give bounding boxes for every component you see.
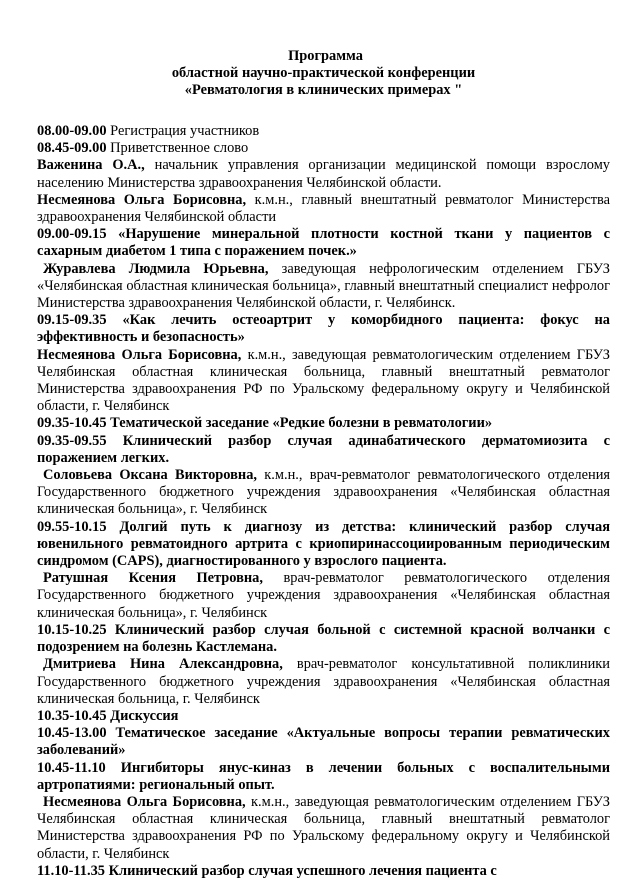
agenda-item bbox=[37, 622, 610, 656]
conference-subtitle: областной научно-практической конференции bbox=[171, 65, 476, 81]
time-slot: 09.55-10.15 bbox=[37, 518, 107, 535]
speaker-entry bbox=[37, 570, 610, 622]
agenda-item bbox=[37, 708, 610, 725]
program-title-block bbox=[37, 48, 610, 99]
time-slot: 10.45-13.00 bbox=[37, 725, 107, 742]
agenda-item bbox=[37, 123, 610, 140]
agenda-item bbox=[37, 312, 610, 346]
session-title: Тематическое заседание «Актуальные вопросы терапии ревматических заболеваний» bbox=[37, 725, 610, 759]
time-slot: 08.00-09.00 bbox=[37, 123, 107, 139]
time-slot: 09.35-10.45 bbox=[37, 415, 107, 432]
speaker-name: Дмитриева Нина Александровна, bbox=[43, 656, 283, 673]
time-slot: 11.10-11.35 bbox=[37, 862, 105, 879]
time-slot: 09.35-09.55 bbox=[37, 432, 107, 449]
talk-title: Ингибиторы янус-киназ в лечении больных с воспалительными артропатиями: региональный опыт. bbox=[37, 759, 610, 793]
speaker-name: Несмеянова Ольга Борисовна, bbox=[37, 191, 247, 208]
talk-title: Долгий путь к диагнозу из детства: клинический разбор случая ювенильного ревматоидного артрита с криопиринассоциированным периодическим синдромом (CAPS), диагностированного у взрослого пациента. bbox=[37, 518, 610, 570]
talk-title: «Как лечить остеоартрит у коморбидного пациента: фокус на эффективность и безопасность» bbox=[37, 312, 610, 346]
talk-title: Клинический разбор случая больной с системной красной волчанки с подозрением на болезнь Кастлемана. bbox=[37, 621, 610, 656]
agenda bbox=[37, 123, 610, 880]
speaker-entry bbox=[37, 794, 610, 863]
agenda-item bbox=[37, 140, 610, 157]
speaker-affiliation: к.м.н., главный внештатный ревматолог Министерства здравоохранения Челябинской области bbox=[37, 191, 611, 226]
agenda-item bbox=[37, 863, 610, 880]
time-slot: 10.45-11.10 bbox=[37, 759, 106, 776]
time-slot: 10.35-10.45 bbox=[37, 707, 107, 724]
time-slot: 10.15-10.25 bbox=[37, 621, 107, 638]
speaker-name: Соловьева Оксана Викторовна, bbox=[43, 467, 257, 484]
program-title: Программа bbox=[288, 48, 363, 64]
time-slot: 08.45-09.00 bbox=[37, 140, 107, 157]
agenda-item bbox=[37, 226, 610, 260]
speaker-name: Несмеянова Ольга Борисовна, bbox=[37, 346, 242, 363]
talk-title: Дискуссия bbox=[110, 707, 179, 724]
speaker-affiliation: врач-ревматолог консультативной поликлиники Государственного бюджетного учреждения здравоохранения «Челябинская областная клиническая больница, г. Челябинск bbox=[37, 656, 610, 707]
speaker-affiliation: врач-ревматолог ревматологического отделения Государственного бюджетного учреждения здравоохранения «Челябинская областная клиническая больница», г. Челябинск bbox=[37, 570, 610, 621]
speaker-entry bbox=[37, 656, 610, 708]
agenda-item bbox=[37, 519, 610, 571]
speaker-entry bbox=[37, 347, 610, 416]
talk-title: Клинический разбор случая успешного лечения пациента с bbox=[108, 862, 497, 879]
speaker-name: Несмеянова Ольга Борисовна, bbox=[43, 793, 246, 810]
speaker-entry bbox=[37, 261, 610, 313]
time-slot: 09.00-09.15 bbox=[37, 226, 107, 243]
speaker-entry bbox=[37, 192, 610, 226]
talk-title: «Нарушение минеральной плотности костной ткани у пациентов с сахарным диабетом 1 типа с поражением почек.» bbox=[37, 226, 610, 260]
speaker-affiliation: заведующая нефрологическим отделением ГБУЗ «Челябинская областная клиническая больница», главный внештатный специалист нефролог Министерства здравоохранения Челябинской области, г. Челябинск. bbox=[37, 260, 610, 312]
speaker-affiliation: начальник управления организации медицинской помощи взрослому населению Министерства здравоохранения Челябинской области. bbox=[37, 157, 610, 191]
agenda-item bbox=[37, 725, 610, 759]
speaker-name: Важенина О.А., bbox=[37, 157, 145, 174]
speaker-entry bbox=[37, 157, 610, 191]
agenda-item bbox=[37, 415, 610, 432]
speaker-affiliation: к.м.н., врач-ревматолог ревматологического отделения Государственного бюджетного учреждения здравоохранения «Челябинская областная клиническая больница», г. Челябинск bbox=[37, 467, 611, 518]
speaker-name: Ратушная Ксения Петровна, bbox=[43, 570, 263, 587]
speaker-entry bbox=[37, 467, 610, 519]
talk-title: Клинический разбор случая адинабатического дерматомиозита с поражением легких. bbox=[37, 432, 610, 466]
time-slot: 09.15-09.35 bbox=[37, 312, 107, 329]
conference-name: «Ревматология в клинических примерах " bbox=[184, 82, 463, 98]
speaker-affiliation: к.м.н., заведующая ревматологическим отделением ГБУЗ Челябинская областная клиническая больница, главный внештатный ревматолог Министерства здравоохранения РФ по Уральскому федеральному округу и Челябинской области, г. Челябинск bbox=[37, 793, 610, 862]
session-title: Тематической заседание «Редкие болезни в ревматологии» bbox=[110, 415, 493, 432]
agenda-item bbox=[37, 433, 610, 467]
speaker-affiliation: к.м.н., заведующая ревматологическим отделением ГБУЗ Челябинская областная клиническая больница, главный внештатный ревматолог Министерства здравоохранения РФ по Уральскому федеральному округу и Челябинской области, г. Челябинск bbox=[37, 346, 610, 415]
agenda-item bbox=[37, 760, 610, 794]
item-text: Регистрация участников bbox=[106, 123, 260, 139]
item-text: Приветственное слово bbox=[106, 140, 249, 157]
speaker-name: Журавлева Людмила Юрьевна, bbox=[43, 260, 269, 277]
